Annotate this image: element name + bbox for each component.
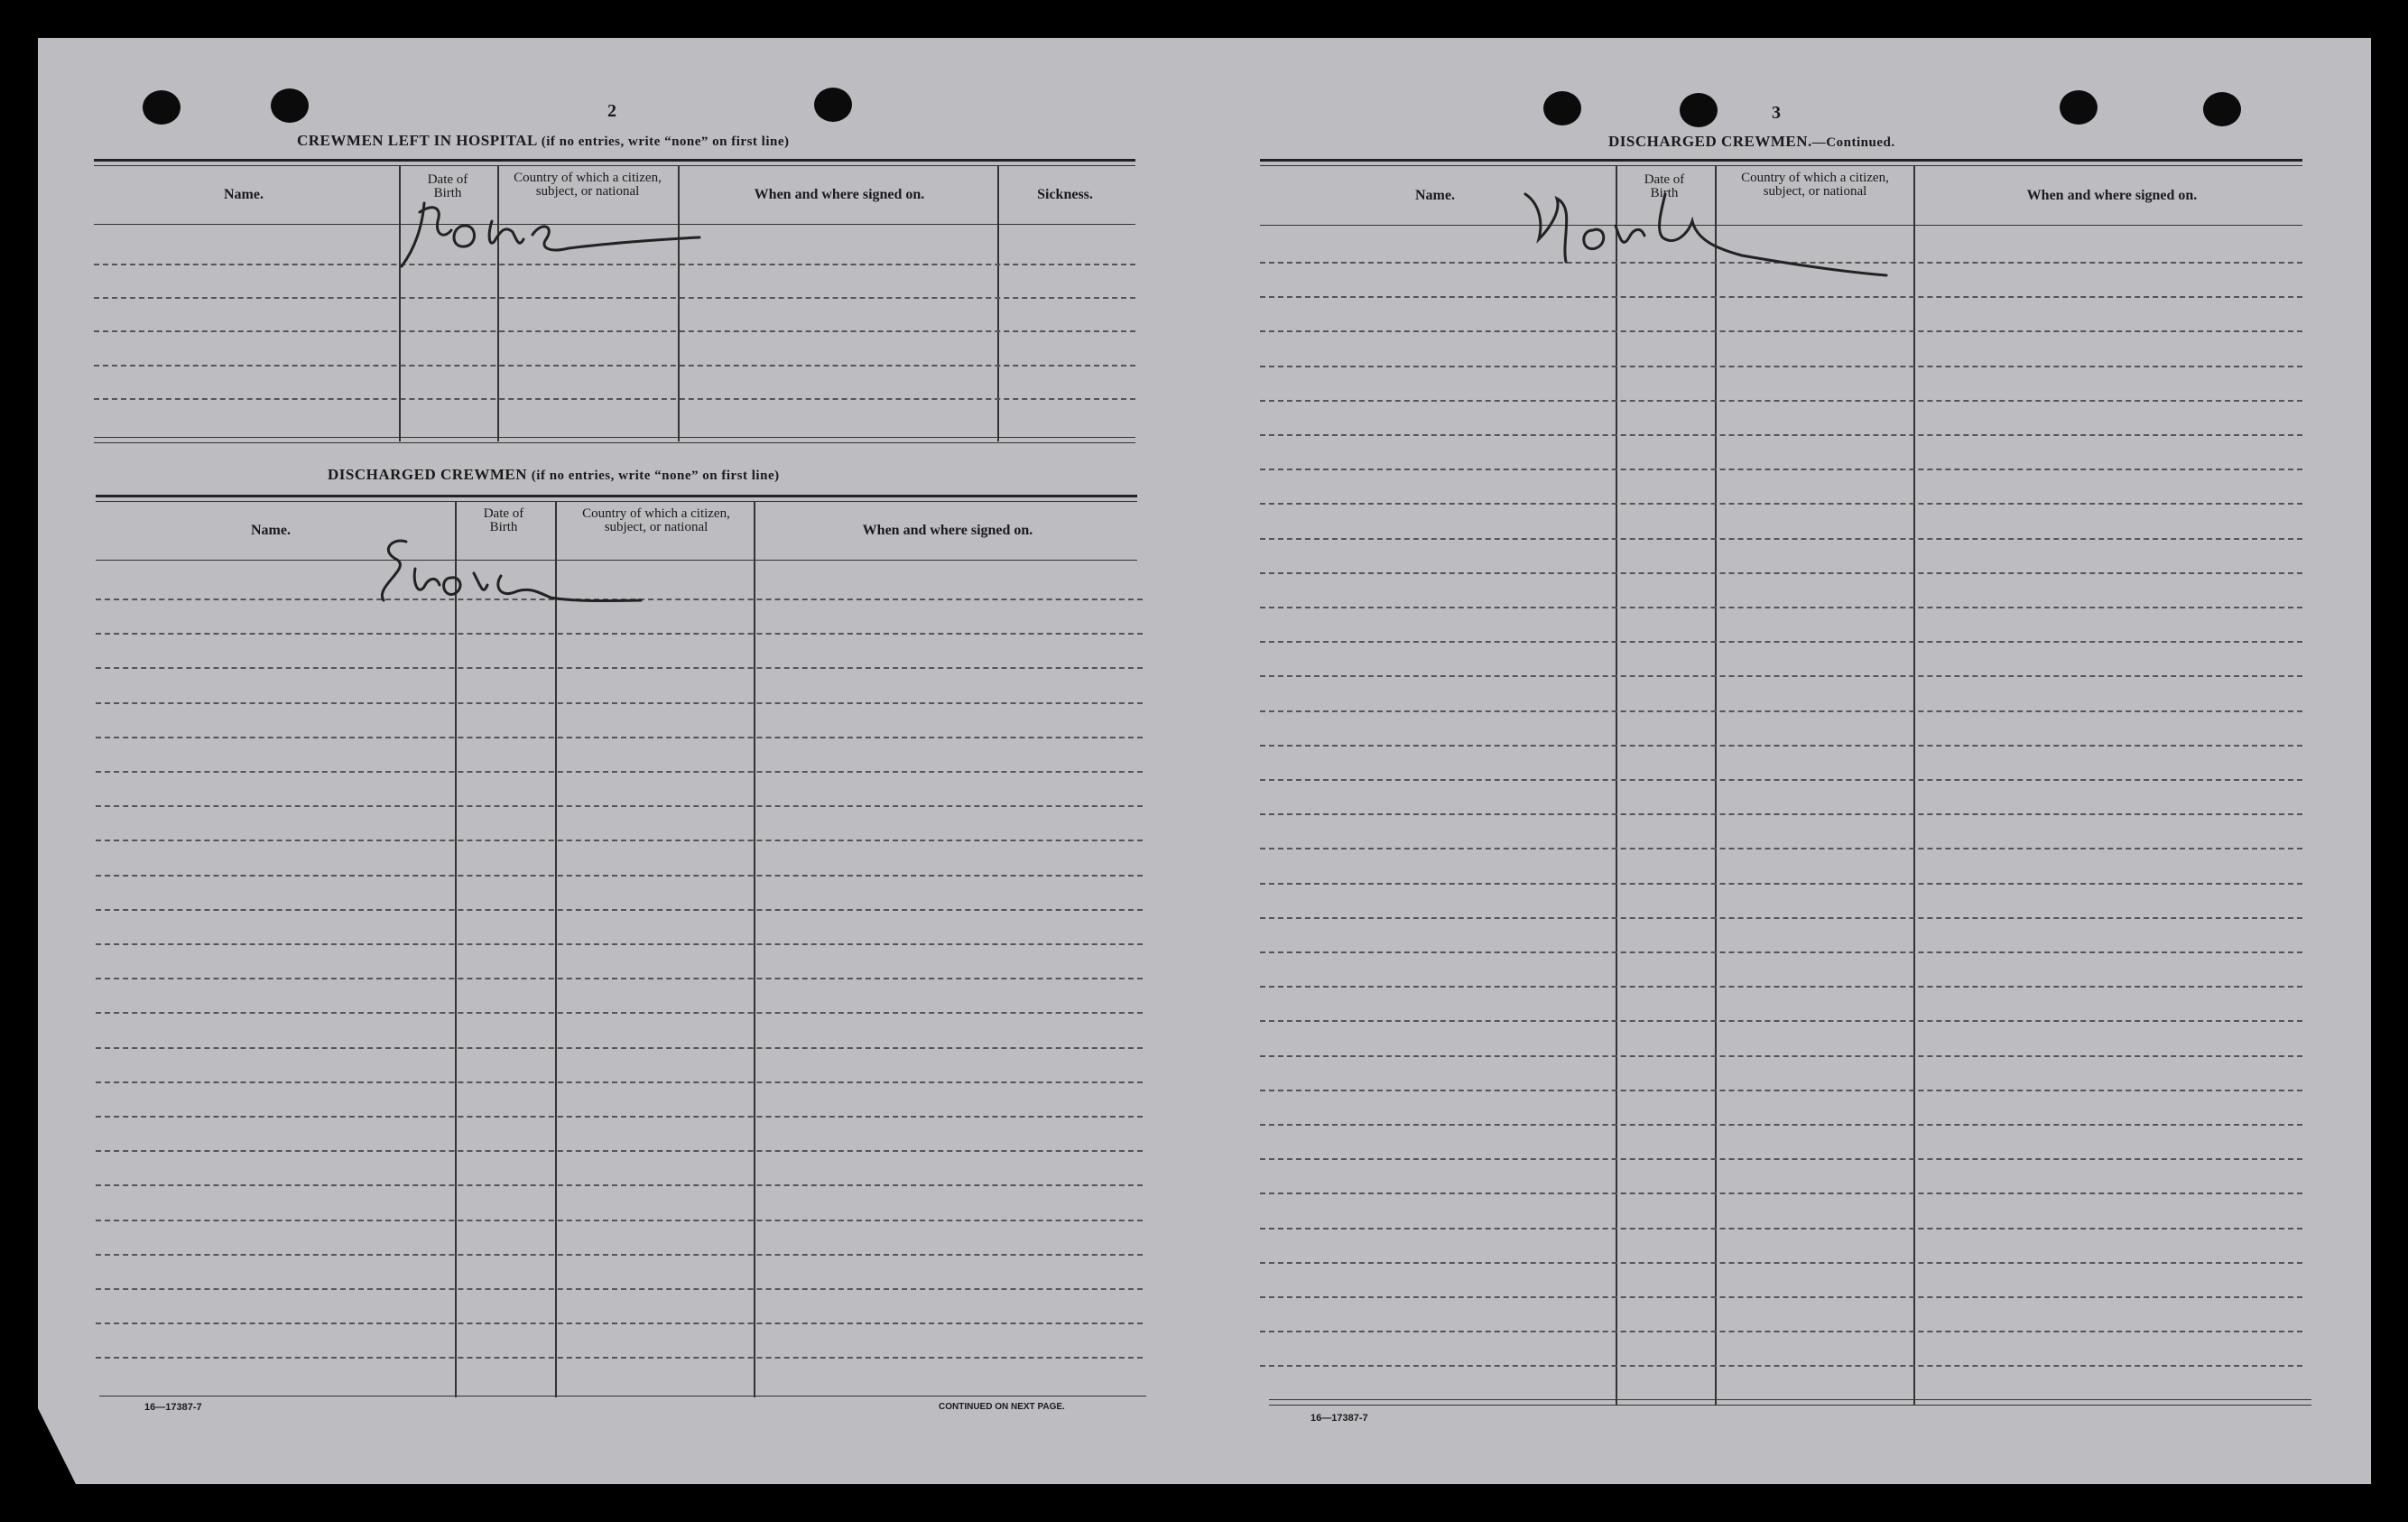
torn-corner — [38, 1408, 76, 1484]
punch-hole — [1680, 93, 1718, 127]
handwritten-none-right — [1507, 185, 1895, 284]
entry-line — [1260, 710, 2302, 712]
entry-line — [1260, 986, 2302, 988]
col-header-country: Country of which a citizen, subject, or national — [1741, 171, 1889, 199]
entry-line — [1260, 848, 2302, 849]
handwritten-none-discharged — [357, 533, 654, 614]
entry-line — [96, 1150, 1143, 1152]
hospital-section-title — [297, 132, 790, 150]
entry-line — [1260, 883, 2302, 885]
entry-line — [1260, 1158, 2302, 1160]
entry-line — [96, 633, 1143, 635]
punch-hole — [2203, 92, 2241, 126]
form-number-left: 16—17387-7 — [144, 1402, 202, 1413]
col-header-signed-on: When and where signed on. — [754, 187, 925, 202]
col-header-signed-on: When and where signed on. — [862, 523, 1033, 538]
entry-line — [1260, 745, 2302, 747]
entry-line — [1260, 434, 2302, 436]
hospital-instruction: (if no entries, write “none” on first line) — [541, 135, 790, 149]
entry-line — [1260, 1331, 2302, 1332]
entry-line — [1260, 1228, 2302, 1230]
entry-line — [1260, 917, 2302, 919]
entry-line — [96, 1254, 1143, 1256]
column-divider — [997, 166, 999, 441]
col-header-name: Name. — [251, 523, 291, 538]
entry-line — [96, 1081, 1143, 1083]
continued-note: CONTINUED ON NEXT PAGE. — [939, 1402, 1065, 1412]
page-number-left: 2 — [607, 101, 616, 121]
column-divider — [555, 502, 557, 1397]
entry-line — [1260, 1193, 2302, 1194]
rule — [1260, 165, 2302, 166]
entry-line — [96, 1220, 1143, 1221]
entry-line — [96, 1116, 1143, 1118]
entry-line — [96, 978, 1143, 979]
entry-line — [1260, 296, 2302, 298]
col-header-date-of-birth: Date of Birth — [483, 506, 524, 534]
entry-line — [96, 667, 1143, 669]
column-divider — [1616, 166, 1617, 1405]
entry-line — [96, 702, 1143, 704]
entry-line — [96, 875, 1143, 877]
entry-line — [96, 1322, 1143, 1324]
column-divider — [1715, 166, 1717, 1405]
entry-line — [1260, 951, 2302, 953]
entry-line — [96, 771, 1143, 773]
entry-line — [96, 909, 1143, 911]
rule — [94, 159, 1135, 162]
col-header-name: Name. — [224, 187, 264, 202]
col-header-sickness: Sickness. — [1037, 187, 1093, 202]
entry-line — [1260, 607, 2302, 608]
entry-line — [1260, 330, 2302, 332]
entry-line — [1260, 1090, 2302, 1091]
entry-line — [1260, 1296, 2302, 1298]
rule — [1260, 159, 2302, 162]
discharged-instruction: (if no entries, write “none” on first line) — [531, 469, 780, 483]
col-header-date-of-birth: Date of Birth — [427, 172, 468, 200]
punch-hole — [143, 90, 181, 125]
entry-line — [96, 1012, 1143, 1014]
rule — [96, 495, 1137, 497]
entry-line — [96, 737, 1143, 738]
right-section-title — [1608, 133, 1895, 151]
entry-line — [1260, 1055, 2302, 1057]
entry-line — [96, 1184, 1143, 1186]
entry-line — [1260, 779, 2302, 781]
column-divider — [754, 502, 755, 1397]
entry-line — [1260, 400, 2302, 402]
entry-line — [1260, 1262, 2302, 1264]
entry-line — [1260, 503, 2302, 505]
entry-line — [1260, 366, 2302, 367]
entry-line — [1260, 641, 2302, 643]
hospital-title-text: CREWMEN LEFT IN HOSPITAL — [297, 132, 537, 149]
discharged-section-title — [328, 466, 780, 484]
entry-line — [1260, 813, 2302, 815]
entry-line — [96, 1357, 1143, 1359]
entry-line — [94, 365, 1135, 367]
rule — [1269, 1399, 2311, 1400]
column-divider — [1913, 166, 1915, 1405]
right-title-text: DISCHARGED CREWMEN. — [1608, 133, 1812, 150]
entry-line — [96, 943, 1143, 945]
column-divider — [455, 502, 457, 1397]
rule — [96, 501, 1137, 502]
col-header-signed-on: When and where signed on. — [2026, 188, 2198, 203]
col-header-country: Country of which a citizen, subject, or national — [514, 171, 662, 199]
form-number-right: 16—17387-7 — [1311, 1413, 1368, 1424]
entry-line — [96, 1047, 1143, 1049]
right-title-suffix: —Continued. — [1811, 135, 1895, 150]
punch-hole — [2060, 90, 2098, 125]
rule — [99, 1396, 1146, 1397]
entry-line — [1260, 1020, 2302, 1022]
rule — [1269, 1405, 2311, 1406]
entry-line — [96, 1288, 1143, 1290]
entry-line — [94, 330, 1135, 332]
punch-hole — [814, 88, 852, 122]
punch-hole — [1543, 91, 1581, 125]
entry-line — [1260, 675, 2302, 677]
col-header-country: Country of which a citizen, subject, or national — [582, 506, 730, 534]
handwritten-none-hospital — [388, 185, 713, 284]
entry-line — [1260, 469, 2302, 470]
rule — [94, 437, 1135, 438]
page-number-right: 3 — [1772, 103, 1781, 123]
entry-line — [1260, 1124, 2302, 1126]
entry-line — [94, 297, 1135, 299]
col-header-name: Name. — [1415, 188, 1455, 203]
entry-line — [96, 840, 1143, 841]
rule — [94, 442, 1135, 443]
discharged-title-text: DISCHARGED CREWMEN — [328, 466, 528, 483]
entry-line — [1260, 1365, 2302, 1367]
rule — [94, 165, 1135, 166]
col-header-date-of-birth: Date of Birth — [1644, 172, 1685, 200]
entry-line — [94, 398, 1135, 400]
entry-line — [1260, 572, 2302, 574]
punch-hole — [271, 88, 309, 123]
entry-line — [96, 805, 1143, 807]
entry-line — [1260, 538, 2302, 540]
